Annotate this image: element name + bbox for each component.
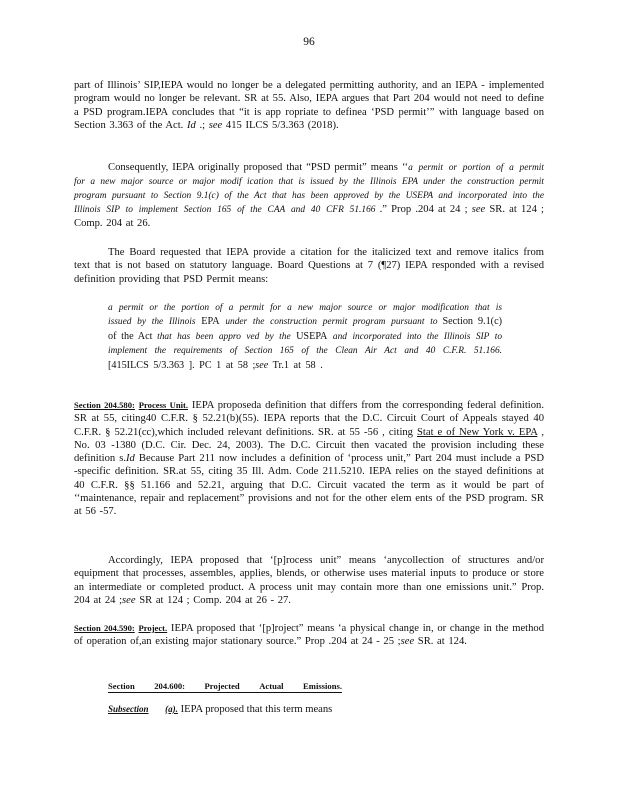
quote-part-a: a permit or the portion of a permit for a new major source or major modification that is issued by the Illinois (108, 303, 502, 328)
see-signal: see (122, 594, 136, 606)
paragraph-5-text: Accordingly, IEPA proposed that ‘[p]rocess unit” means ‘anycollection of structures and/or equipment that processes, assembles, applies, blends, or otherwise uses material inputs to produce or store an intermediate or completed product. A process unit may contain more than one emissions unit.” Prop. 204 at 24 ; (74, 555, 544, 606)
citation-id: Id (187, 119, 196, 131)
citation-sep: .; (195, 119, 209, 131)
see-signal: see (471, 204, 486, 215)
case-citation: Stat e of New York v. EPA (417, 426, 538, 438)
section-heading-projected-actual-emissions (108, 681, 342, 693)
quote-part-g: USEPA (296, 330, 328, 342)
section-number-heading: Section 204.580: (74, 400, 135, 410)
heading-word-projected: Projected (204, 681, 240, 691)
paragraph-3 (74, 246, 544, 286)
subsection-label: Subsection (108, 704, 149, 714)
paragraph-2-tail: .” Prop .204 at 24 ; (375, 204, 472, 215)
quote-part-h: and (327, 331, 353, 342)
subsection-letter: (a). (165, 704, 178, 714)
quote-part-f: that has been appro ved by the (157, 331, 297, 342)
paragraph-5 (74, 554, 544, 607)
section-title-heading: Project. (138, 623, 168, 633)
paragraph-2-lead: Consequently, IEPA originally proposed that “PSD permit” means ‘‘ (108, 162, 409, 173)
paragraph-3-text: The Board requested that IEPA provide a citation for the italicized text and remove italics from text that is not based on statutory language. Board Questions at 7 (¶27) IEPA responded with a revised definition providing that PSD Permit means: (74, 247, 544, 285)
quote-part-e: Section 9.1(c) of the Act (108, 316, 502, 342)
paragraph-1-text: part of Illinois’ SIP,IEPA would no longer be a delegated permitting authority, and an IEPA - implemented program would no longer be relevant. SR at 55. Also, IEPA argues that Part 204 would not need to define a PSD program.IEPA concludes that “it is app ropriate to definea ‘PSD permit’” with language based on Section 3.363 of the Act. (74, 80, 544, 131)
subsection-text: IEPA proposed that this term means (177, 704, 333, 715)
heading-word-emissions: Emissions. (303, 681, 342, 691)
section-project (74, 622, 544, 649)
heading-word-actual: Actual (259, 681, 284, 691)
quote-part-k: Tr.1 at 58 . (268, 359, 323, 371)
original-definition-italic: a permit or portion of a permit for a new major source or major modif ication that is issued by the Illinois EPA under the construction permit program pursuant to Section 9.1(c) of the Act that has been approved by the USEPA and incorporated into the Illinois SIP to implement Section 165 of the CAA and 40 CFR 51.166 (74, 163, 544, 215)
paragraph-2-tail2: SR. at 124 ; Comp. 204 at 26. (74, 204, 544, 229)
citation-id: Id (126, 453, 135, 465)
block-quote (108, 301, 502, 372)
paragraph-2 (74, 161, 544, 231)
quote-part-d: to (430, 317, 438, 328)
paragraph-5-tail: SR at 124 ; Comp. 204 at 26 - 27. (135, 594, 291, 606)
paragraph-1-tail: 415 ILCS 5/3.363 (2018). (222, 119, 339, 131)
process-unit-text-2: , No. 03 -1380 (D.C. Cir. Dec. 24, 2003). The D.C. Circuit then vacated the provision including these definition s. (74, 426, 545, 465)
quote-part-j: [415ILCS 5/3.363 ]. PC 1 at 58 ; (108, 359, 256, 371)
heading-word-section: Section (108, 681, 135, 691)
paragraph-1 (74, 79, 544, 132)
heading-section-number: 204.600: (154, 681, 186, 691)
project-text: IEPA proposed that ‘[p]roject” means ‘a physical change in, or change in the method of operation of,an existing major stationary source.” Prop .204 at 24 - 25 ; (74, 623, 544, 648)
process-unit-text-3: Because Part 211 now includes a definition of ‘process unit,” Part 204 must include a PSD -specific definition. SR.at 55, citing 35 Ill. Adm. Code 211.5210. IEPA relies on the stayed definitions at 40 C.F.R. §§ 51.166 and 52.21, arguing that D.C. Circuit vacated the term as it would be part of ‘‘maintenance, repair and replacement” provisions and not for the other elem ents of the PSD program. SR at 56 -57. (74, 453, 544, 518)
see-signal: see (208, 119, 223, 131)
process-unit-text-1: IEPA proposeda definition that differs from the corresponding federal definition. SR at 55, citing40 C.F.R. § 52.21(b)(55). IEPA reports that the D.C. Circuit Court of Appeals stayed 40 C.F.R. § 52.21(cc),which included relevant definitions. SR. at 55 -56 , citing (74, 400, 544, 438)
see-signal: see (255, 359, 269, 371)
quote-part-i: incorporated into the Illinois SIP to implement the requirements of Section 165 of the Clean Air Act and 40 C.F.R. 51.166. (108, 331, 503, 357)
project-tail: SR. at 124. (414, 636, 467, 648)
see-signal: see (400, 636, 415, 648)
quote-part-c: under the construction permit program pursuant (219, 317, 431, 328)
subsection-a (108, 704, 332, 715)
section-title-heading: Process Unit. (138, 400, 189, 410)
section-number-heading: Section 204.590: (74, 623, 135, 633)
section-process-unit (74, 399, 544, 519)
page-number: 96 (303, 36, 315, 48)
quote-part-b: EPA (201, 316, 220, 328)
